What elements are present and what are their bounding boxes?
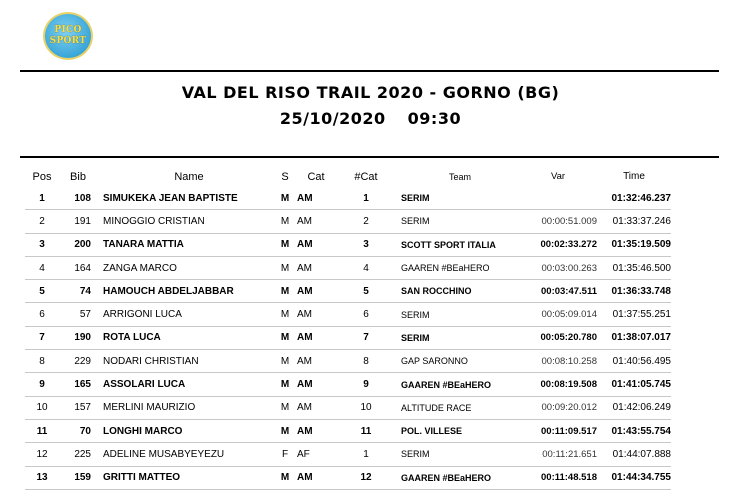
cell-sex: M xyxy=(275,187,295,210)
cell-cat: AM xyxy=(295,396,335,419)
cell-cat-rank: 1 xyxy=(335,443,397,466)
cell-cat-rank: 9 xyxy=(335,373,397,396)
cell-name: LONGHI MARCO xyxy=(97,419,275,442)
cell-name: ARRIGONI LUCA xyxy=(97,303,275,326)
cell-cat-rank: 7 xyxy=(335,326,397,349)
cell-cat: AM xyxy=(295,373,335,396)
table-row xyxy=(25,443,671,466)
cell-bib: 190 xyxy=(59,326,97,349)
cell-gap: 00:02:33.272 xyxy=(519,233,597,256)
cell-team: GAAREN #BEaHERO xyxy=(397,373,519,396)
cell-time: 01:36:33.748 xyxy=(597,280,671,303)
table-divider xyxy=(20,156,719,158)
cell-name: NODARI CHRISTIAN xyxy=(97,350,275,373)
table-row xyxy=(25,373,671,396)
cell-name: SIMUKEKA JEAN BAPTISTE xyxy=(97,187,275,210)
cell-team: SERIM xyxy=(397,210,519,233)
logo-line-2: SPORT xyxy=(49,36,87,46)
cell-cat-rank: 6 xyxy=(335,303,397,326)
cell-bib: 159 xyxy=(59,466,97,489)
results-body xyxy=(25,187,671,489)
cell-cat-rank: 4 xyxy=(335,256,397,279)
cell-cat-rank: 12 xyxy=(335,466,397,489)
cell-cat: AM xyxy=(295,326,335,349)
cell-team: SAN ROCCHINO xyxy=(397,280,519,303)
cell-bib: 225 xyxy=(59,443,97,466)
table-row xyxy=(25,233,671,256)
cell-cat: AM xyxy=(295,419,335,442)
cell-sex: M xyxy=(275,419,295,442)
cell-pos: 6 xyxy=(25,303,59,326)
cell-sex: M xyxy=(275,210,295,233)
race-time: 09:30 xyxy=(407,109,462,128)
cell-cat-rank: 10 xyxy=(335,396,397,419)
cell-gap: 00:00:51.009 xyxy=(519,210,597,233)
cell-name: ZANGA MARCO xyxy=(97,256,275,279)
cell-bib: 165 xyxy=(59,373,97,396)
cell-bib: 229 xyxy=(59,350,97,373)
cell-time: 01:41:05.745 xyxy=(597,373,671,396)
cell-gap: 00:03:00.263 xyxy=(519,256,597,279)
cell-cat-rank: 3 xyxy=(335,233,397,256)
cell-cat: AM xyxy=(295,466,335,489)
cell-cat: AM xyxy=(295,233,335,256)
cell-bib: 191 xyxy=(59,210,97,233)
cell-bib: 108 xyxy=(59,187,97,210)
cell-time: 01:44:07.888 xyxy=(597,443,671,466)
cell-team: GAP SARONNO xyxy=(397,350,519,373)
col-bib: Bib xyxy=(70,170,86,183)
cell-cat: AM xyxy=(295,303,335,326)
cell-cat: AM xyxy=(295,210,335,233)
table-row xyxy=(25,256,671,279)
results-table xyxy=(25,166,671,490)
cell-bib: 74 xyxy=(59,280,97,303)
cell-name: MINOGGIO CRISTIAN xyxy=(97,210,275,233)
cell-bib: 157 xyxy=(59,396,97,419)
header-divider xyxy=(20,70,719,72)
cell-sex: M xyxy=(275,256,295,279)
cell-cat: AM xyxy=(295,256,335,279)
cell-pos: 13 xyxy=(25,466,59,489)
cell-pos: 8 xyxy=(25,350,59,373)
cell-bib: 200 xyxy=(59,233,97,256)
cell-team: SERIM xyxy=(397,326,519,349)
cell-pos: 9 xyxy=(25,373,59,396)
race-datetime xyxy=(0,109,741,128)
cell-name: ASSOLARI LUCA xyxy=(97,373,275,396)
cell-name: HAMOUCH ABDELJABBAR xyxy=(97,280,275,303)
cell-time: 01:33:37.246 xyxy=(597,210,671,233)
cell-bib: 164 xyxy=(59,256,97,279)
col-name: Name xyxy=(174,170,204,183)
cell-time: 01:44:34.755 xyxy=(597,466,671,489)
cell-pos: 2 xyxy=(25,210,59,233)
cell-time: 01:35:19.509 xyxy=(597,233,671,256)
cell-pos: 5 xyxy=(25,280,59,303)
col-team: Team xyxy=(448,171,471,182)
cell-sex: M xyxy=(275,303,295,326)
cell-cat-rank: 5 xyxy=(335,280,397,303)
cell-cat: AF xyxy=(295,443,335,466)
cell-team: POL. VILLESE xyxy=(397,419,519,442)
cell-cat-rank: 11 xyxy=(335,419,397,442)
cell-time: 01:35:46.500 xyxy=(597,256,671,279)
col-ncat: #Cat xyxy=(354,170,378,183)
pico-sport-logo xyxy=(43,12,93,60)
cell-cat-rank: 8 xyxy=(335,350,397,373)
cell-cat: AM xyxy=(295,187,335,210)
cell-bib: 70 xyxy=(59,419,97,442)
cell-team: SCOTT SPORT ITALIA xyxy=(397,233,519,256)
race-date: 25/10/2020 xyxy=(279,109,386,128)
cell-time: 01:38:07.017 xyxy=(597,326,671,349)
cell-sex: M xyxy=(275,326,295,349)
cell-name: GRITTI MATTEO xyxy=(97,466,275,489)
cell-bib: 57 xyxy=(59,303,97,326)
cell-pos: 12 xyxy=(25,443,59,466)
cell-sex: M xyxy=(275,350,295,373)
cell-gap: 00:11:09.517 xyxy=(519,419,597,442)
table-row xyxy=(25,326,671,349)
cell-cat: AM xyxy=(295,280,335,303)
col-cat: Cat xyxy=(307,170,325,183)
cell-sex: M xyxy=(275,396,295,419)
col-time: Time xyxy=(623,171,645,182)
cell-gap: 00:08:10.258 xyxy=(519,350,597,373)
col-s: S xyxy=(281,170,289,183)
cell-pos: 4 xyxy=(25,256,59,279)
race-title: VAL DEL RISO TRAIL 2020 - GORNO (BG) xyxy=(181,83,560,102)
cell-gap: 00:03:47.511 xyxy=(519,280,597,303)
cell-cat-rank: 1 xyxy=(335,187,397,210)
cell-gap: 00:05:09.014 xyxy=(519,303,597,326)
cell-gap xyxy=(519,187,597,210)
table-row xyxy=(25,187,671,210)
table-row xyxy=(25,419,671,442)
table-row xyxy=(25,350,671,373)
cell-sex: F xyxy=(275,443,295,466)
cell-cat-rank: 2 xyxy=(335,210,397,233)
cell-team: GAAREN #BEaHERO xyxy=(397,466,519,489)
table-row xyxy=(25,396,671,419)
col-var: Var xyxy=(550,171,566,182)
cell-cat: AM xyxy=(295,350,335,373)
cell-name: TANARA MATTIA xyxy=(97,233,275,256)
cell-gap: 00:08:19.508 xyxy=(519,373,597,396)
table-header-row xyxy=(25,166,671,187)
cell-name: ROTA LUCA xyxy=(97,326,275,349)
cell-team: SERIM xyxy=(397,187,519,210)
cell-pos: 1 xyxy=(25,187,59,210)
cell-sex: M xyxy=(275,280,295,303)
cell-sex: M xyxy=(275,373,295,396)
cell-time: 01:42:06.249 xyxy=(597,396,671,419)
cell-team: ALTITUDE RACE xyxy=(397,396,519,419)
cell-gap: 00:11:21.651 xyxy=(519,443,597,466)
cell-time: 01:40:56.495 xyxy=(597,350,671,373)
cell-team: SERIM xyxy=(397,443,519,466)
table-row xyxy=(25,303,671,326)
logo-line-1: PICO xyxy=(54,25,82,35)
cell-sex: M xyxy=(275,466,295,489)
cell-name: MERLINI MAURIZIO xyxy=(97,396,275,419)
table-row xyxy=(25,210,671,233)
cell-pos: 10 xyxy=(25,396,59,419)
cell-time: 01:43:55.754 xyxy=(597,419,671,442)
cell-time: 01:32:46.237 xyxy=(597,187,671,210)
cell-pos: 3 xyxy=(25,233,59,256)
col-pos: Pos xyxy=(32,170,52,183)
cell-sex: M xyxy=(275,233,295,256)
cell-pos: 7 xyxy=(25,326,59,349)
cell-time: 01:37:55.251 xyxy=(597,303,671,326)
cell-team: GAAREN #BEaHERO xyxy=(397,256,519,279)
cell-gap: 00:05:20.780 xyxy=(519,326,597,349)
cell-gap: 00:09:20.012 xyxy=(519,396,597,419)
cell-gap: 00:11:48.518 xyxy=(519,466,597,489)
cell-name: ADELINE MUSABYEYEZU xyxy=(97,443,275,466)
cell-team: SERIM xyxy=(397,303,519,326)
table-row xyxy=(25,280,671,303)
cell-pos: 11 xyxy=(25,419,59,442)
